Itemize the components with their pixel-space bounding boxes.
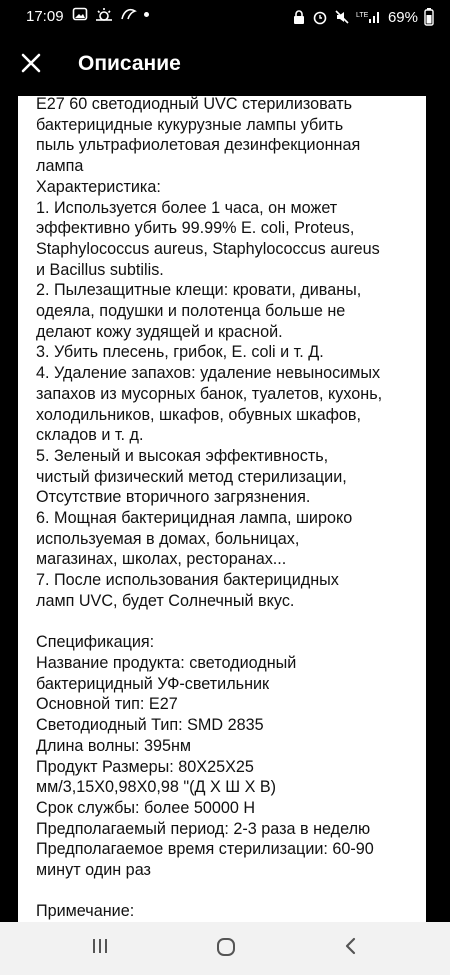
description-line: холодильников, шкафов, обувных шкафов, xyxy=(36,405,362,424)
more-notifications-dot xyxy=(144,12,149,17)
description-line: мм/3,15X0,98X0,98 "(Д X Ш X В) xyxy=(36,778,277,797)
description-line: 6. Мощная бактерицидная лампа, широко xyxy=(36,509,353,528)
notification-icons xyxy=(72,6,149,22)
status-time: 17:09 xyxy=(26,8,64,25)
description-text xyxy=(18,96,426,922)
description-line: Длина волны: 395нм xyxy=(36,736,192,755)
description-line: 7. После использования бактерицидных xyxy=(36,571,339,590)
description-line: Примечание: xyxy=(36,902,135,921)
blank-line xyxy=(36,612,426,633)
navigation-bar xyxy=(0,922,450,975)
description-line: Предполагаемое время стерилизации: 60-90 xyxy=(36,840,374,859)
mute-icon xyxy=(334,9,350,25)
app-bar xyxy=(0,34,450,96)
battery-percent: 69% xyxy=(387,8,418,26)
description-line: Светодиодный Тип: SMD 2835 xyxy=(36,716,264,735)
description-line: бактерицидный УФ-светильник xyxy=(36,674,270,693)
weather-icon xyxy=(94,6,114,22)
description-line: лампа xyxy=(36,157,84,176)
alarm-icon xyxy=(312,9,328,25)
description-line: Основной тип: E27 xyxy=(36,695,178,714)
description-line: Срок службы: более 50000 H xyxy=(36,798,256,817)
app-icon xyxy=(120,6,138,22)
description-line: одеяла, подушки и полотенца больше не xyxy=(36,302,346,321)
description-line: Отсутствие вторичного загрязнения. xyxy=(36,488,311,507)
description-line: 1. Используется более 1 часа, он может xyxy=(36,198,338,217)
description-panel[interactable] xyxy=(18,96,426,922)
description-line: бактерицидные кукурузные лампы убить xyxy=(36,115,344,134)
description-line: Спецификация: xyxy=(36,633,155,652)
description-line: 4. Удаление запахов: удаление невыносимых xyxy=(36,364,381,383)
status-bar xyxy=(0,0,450,34)
description-line: минут один раз xyxy=(36,861,151,880)
description-line: ламп UVC, будет Солнечный вкус. xyxy=(36,591,295,610)
description-line: магазинах, школах, ресторанах... xyxy=(36,550,287,569)
description-line: Продукт Размеры: 80X25X25 xyxy=(36,757,254,776)
description-line: эффективно убить 99.99% E. coli, Proteus, xyxy=(36,219,355,238)
description-line: пыль ультрафиолетовая дезинфекционная xyxy=(36,136,361,155)
photo-icon xyxy=(72,6,88,22)
description-line: и Bacillus subtilis. xyxy=(36,260,164,279)
description-line: складов и т. д. xyxy=(36,426,144,445)
description-line: запахов из мусорных банок, туалетов, кухонь, xyxy=(36,384,383,403)
blank-line xyxy=(36,881,426,902)
description-line: Характеристика: xyxy=(36,177,161,196)
description-line: используемая в домах, больницах, xyxy=(36,529,300,548)
system-icons xyxy=(292,8,434,26)
recent-apps-icon[interactable] xyxy=(90,936,110,956)
description-line: 2. Пылезащитные клещи: кровати, диваны, xyxy=(36,281,362,300)
close-icon[interactable] xyxy=(20,52,42,74)
description-line: 3. Убить плесень, грибок, E. coli и т. Д. xyxy=(36,343,324,362)
home-icon[interactable] xyxy=(215,936,237,958)
battery-icon xyxy=(424,8,434,26)
back-icon[interactable] xyxy=(342,936,360,956)
description-line: Название продукта: светодиодный xyxy=(36,653,297,672)
description-line: Предполагаемый период: 2-3 раза в неделю xyxy=(36,819,371,838)
description-line: делают кожу зудящей и красной. xyxy=(36,322,283,341)
description-line: 5. Зеленый и высокая эффективность, xyxy=(36,446,329,465)
svg-text:LTE: LTE xyxy=(355,12,369,19)
lte-signal-icon xyxy=(356,9,382,25)
description-line: Staphylococcus aureus, Staphylococcus aureus xyxy=(36,239,380,258)
page-title: Описание xyxy=(78,52,181,75)
description-line: E27 60 светодиодный UVC стерилизовать xyxy=(36,96,353,113)
lock-icon xyxy=(292,9,306,25)
description-line: чистый физический метод стерилизации, xyxy=(36,467,347,486)
